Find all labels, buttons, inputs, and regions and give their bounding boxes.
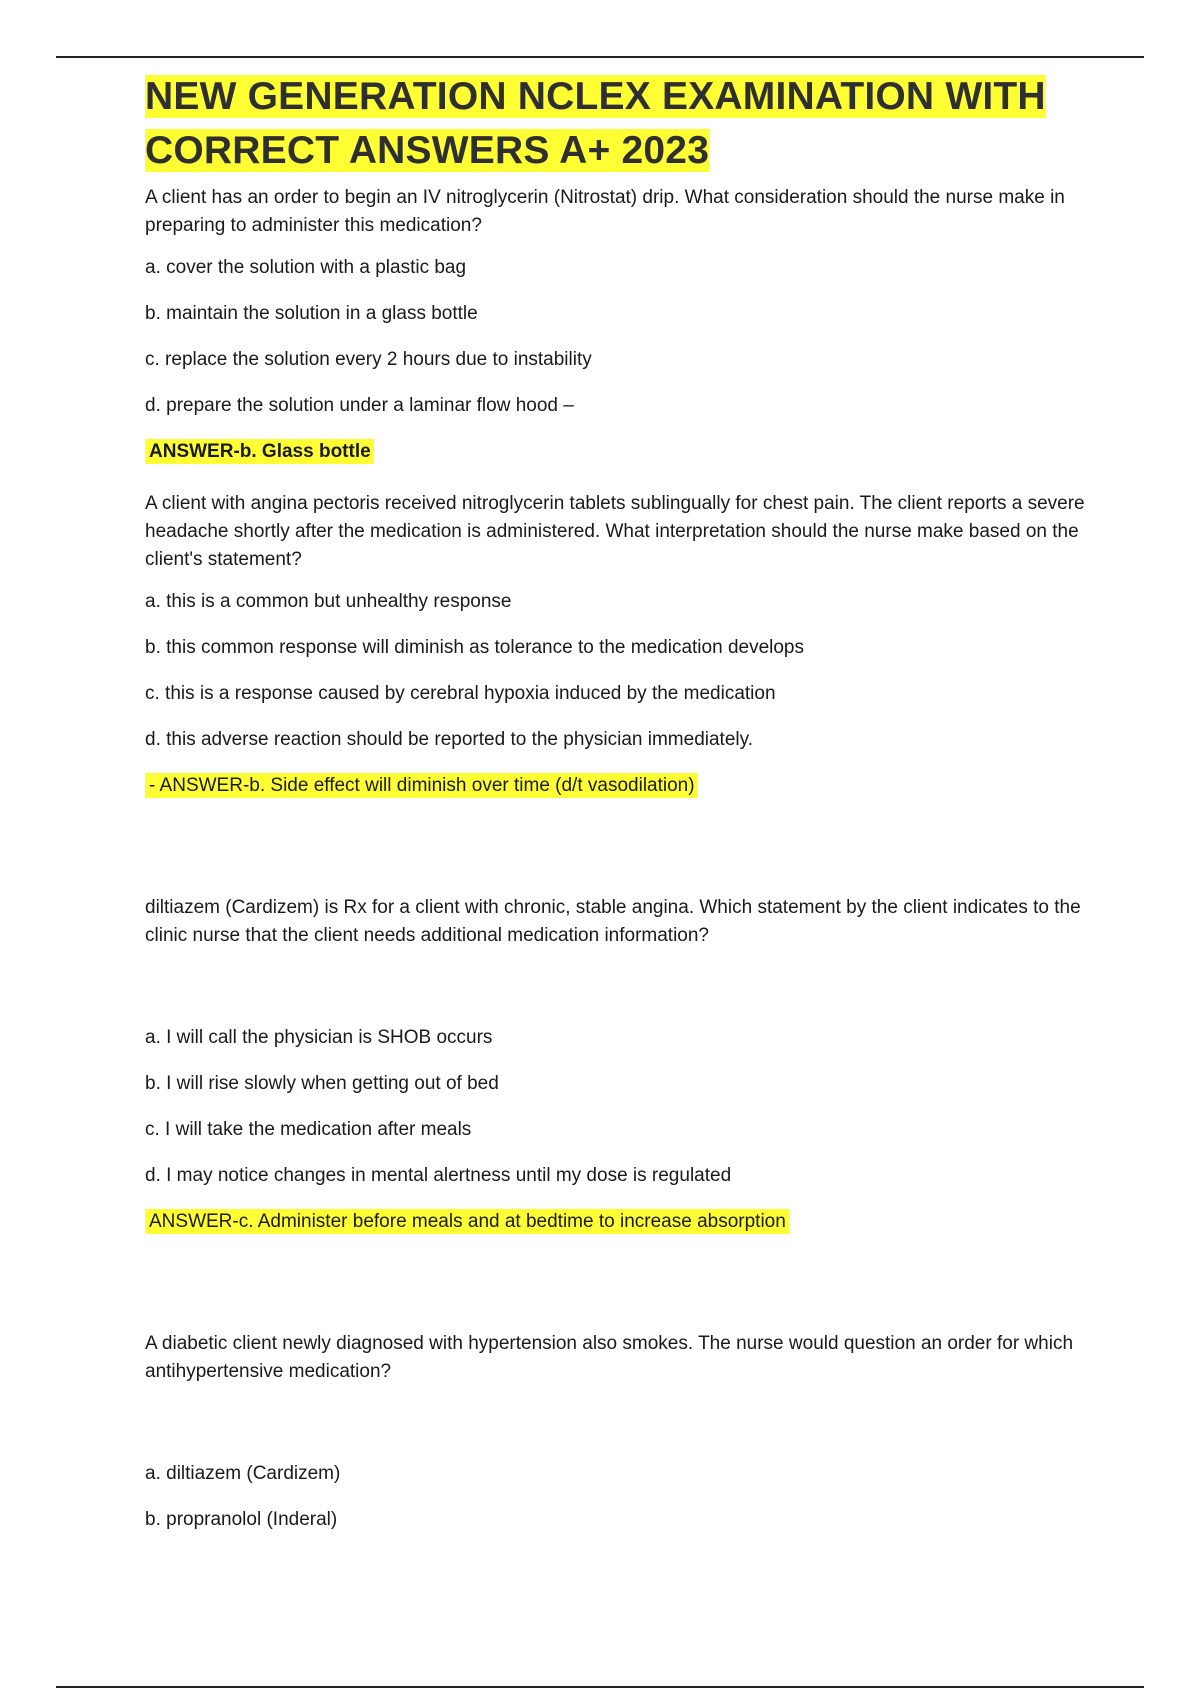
title-line-2: CORRECT ANSWERS A+ 2023 xyxy=(145,129,710,172)
spacer xyxy=(145,964,1095,1024)
question-2-stem: A client with angina pectoris received nitroglycerin tablets sublingually for chest pain. The client reports a severe headache shortly after the medication is administered. What interpretation should the nurse make based on the client's statement? xyxy=(145,493,1085,570)
document-body xyxy=(145,70,1095,1552)
question-3-option-b: b. I will rise slowly when getting out of bed xyxy=(145,1073,499,1094)
question-1-stem: A client has an order to begin an IV nitroglycerin (Nitrostat) drip. What consideration should the nurse make in preparing to administer this medication? xyxy=(145,187,1065,236)
spacer xyxy=(145,824,1095,894)
question-3-option-d: d. I may notice changes in mental alertness until my dose is regulated xyxy=(145,1165,732,1186)
top-rule xyxy=(56,56,1144,58)
question-2-option-a: a. this is a common but unhealthy response xyxy=(145,591,512,612)
question-4-option-b: b. propranolol (Inderal) xyxy=(145,1509,338,1530)
question-1-option-a: a. cover the solution with a plastic bag xyxy=(145,257,467,278)
question-1-option-b: b. maintain the solution in a glass bottle xyxy=(145,303,478,324)
question-2-option-b: b. this common response will diminish as tolerance to the medication develops xyxy=(145,637,804,658)
question-2-option-c: c. this is a response caused by cerebral hypoxia induced by the medication xyxy=(145,683,776,704)
question-4-stem: A diabetic client newly diagnosed with hypertension also smokes. The nurse would question an order for which antihypertensive medication? xyxy=(145,1333,1074,1382)
question-2-option-d: d. this adverse reaction should be reported to the physician immediately. xyxy=(145,729,753,750)
question-3-option-c: c. I will take the medication after meals xyxy=(145,1119,472,1140)
question-3-answer-row xyxy=(145,1208,1095,1238)
question-2-answer: - ANSWER-b. Side effect will diminish over time (d/t vasodilation) xyxy=(145,773,698,798)
spacer xyxy=(145,1400,1095,1460)
question-3-answer: ANSWER-c. Administer before meals and at bedtime to increase absorption xyxy=(145,1209,789,1234)
question-1-answer: ANSWER-b. Glass bottle xyxy=(145,439,374,464)
question-2-answer-row xyxy=(145,772,1095,802)
spacer xyxy=(145,1260,1095,1330)
question-1-option-d: d. prepare the solution under a laminar flow hood – xyxy=(145,395,574,416)
question-3-option-a: a. I will call the physician is SHOB occurs xyxy=(145,1027,493,1048)
title-line-1: NEW GENERATION NCLEX EXAMINATION WITH xyxy=(145,75,1046,118)
question-1-answer-row xyxy=(145,438,1095,468)
question-1-option-c: c. replace the solution every 2 hours due to instability xyxy=(145,349,592,370)
question-3-stem: diltiazem (Cardizem) is Rx for a client with chronic, stable angina. Which statement by the client indicates to the clinic nurse that the client needs additional medication information? xyxy=(145,897,1081,946)
bottom-rule xyxy=(56,1686,1144,1688)
question-4-option-a: a. diltiazem (Cardizem) xyxy=(145,1463,341,1484)
document-title xyxy=(145,70,1095,178)
